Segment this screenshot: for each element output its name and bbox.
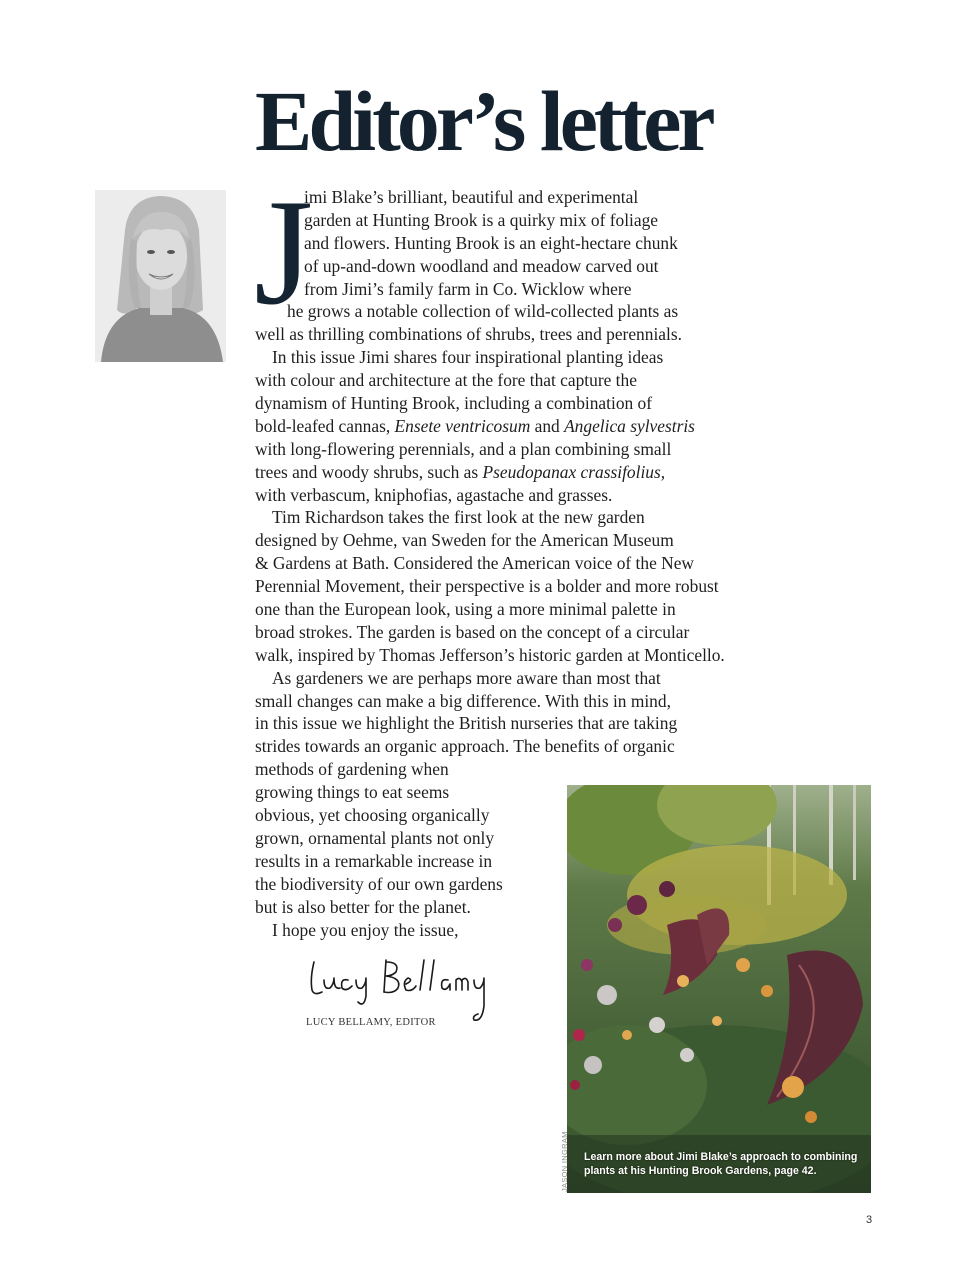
page-number: 3 <box>866 1214 873 1226</box>
garden-photo <box>567 785 871 1193</box>
text-line: in this issue we highlight the British nurseries that are taking <box>255 713 678 734</box>
paragraph-start: Tim Richardson takes the first look at the new garden <box>272 507 645 528</box>
signature-caption: LUCY BELLAMY, EDITOR <box>306 1017 436 1028</box>
text-line <box>255 461 755 484</box>
drop-cap: J <box>254 168 314 336</box>
text-line: results in a remarkable increase in <box>255 850 493 871</box>
text-line: imi Blake’s brilliant, beautiful and experimental <box>304 187 639 207</box>
editor-portrait <box>95 190 226 362</box>
text-line: obvious, yet choosing organically <box>255 805 490 826</box>
text-line: growing things to eat seems <box>255 782 450 803</box>
text-line: but is also better for the planet. <box>255 896 471 917</box>
plant-name: Ensete ventricosum <box>394 415 531 436</box>
page-title: Editor’s letter <box>255 73 712 169</box>
photo-caption: Learn more about Jimi Blake’s approach to combining plants at his Hunting Brook Gardens, page 42. <box>584 1151 858 1177</box>
paragraph-start: In this issue Jimi shares four inspirational planting ideas <box>272 347 664 368</box>
text-line: the biodiversity of our own gardens <box>255 873 503 894</box>
text-line: strides towards an organic approach. The benefits of organic <box>255 736 675 757</box>
text-line: dynamism of Hunting Brook, including a combination of <box>255 393 653 414</box>
text-line: methods of gardening when <box>255 759 449 780</box>
text-line: with verbascum, kniphofias, agastache and grasses. <box>255 484 613 505</box>
photo-credit: JASON INGRAM <box>560 1131 569 1192</box>
text-line: one than the European look, using a more minimal palette in <box>255 599 676 620</box>
text-line: broad strokes. The garden is based on the concept of a circular <box>255 621 690 642</box>
text-line: from Jimi’s family farm in Co. Wicklow where <box>304 278 632 299</box>
text-line: grown, ornamental plants not only <box>255 827 495 848</box>
text-line: garden at Hunting Brook is a quirky mix of foliage <box>304 209 659 230</box>
text-run: bold-leafed cannas, <box>255 415 395 436</box>
plant-name: Angelica sylvestris <box>564 415 695 436</box>
text-line: of up-and-down woodland and meadow carved out <box>304 255 659 276</box>
text-run: and <box>530 415 565 436</box>
paragraph-start: As gardeners we are perhaps more aware than most that <box>272 667 661 688</box>
text-line <box>255 415 755 438</box>
closing-line: I hope you enjoy the issue, <box>272 919 459 940</box>
text-line: Perennial Movement, their perspective is a bolder and more robust <box>255 576 719 597</box>
text-line: well as thrilling combinations of shrubs, trees and perennials. <box>255 324 682 345</box>
text-line: & Gardens at Bath. Considered the American voice of the New <box>255 553 694 574</box>
text-run: trees and woody shrubs, such as <box>255 461 483 482</box>
text-line: with colour and architecture at the fore that capture the <box>255 370 637 391</box>
text-line: he grows a notable collection of wild-collected plants as <box>287 301 679 322</box>
plant-name: Pseudopanax crassifolius, <box>482 461 666 482</box>
text-line: walk, inspired by Thomas Jefferson’s historic garden at Monticello. <box>255 644 725 665</box>
text-line: with long-flowering perennials, and a plan combining small <box>255 438 672 459</box>
text-line: designed by Oehme, van Sweden for the American Museum <box>255 530 674 551</box>
text-line: small changes can make a big difference. With this in mind, <box>255 690 671 711</box>
text-line: and flowers. Hunting Brook is an eight-hectare chunk <box>304 232 678 253</box>
